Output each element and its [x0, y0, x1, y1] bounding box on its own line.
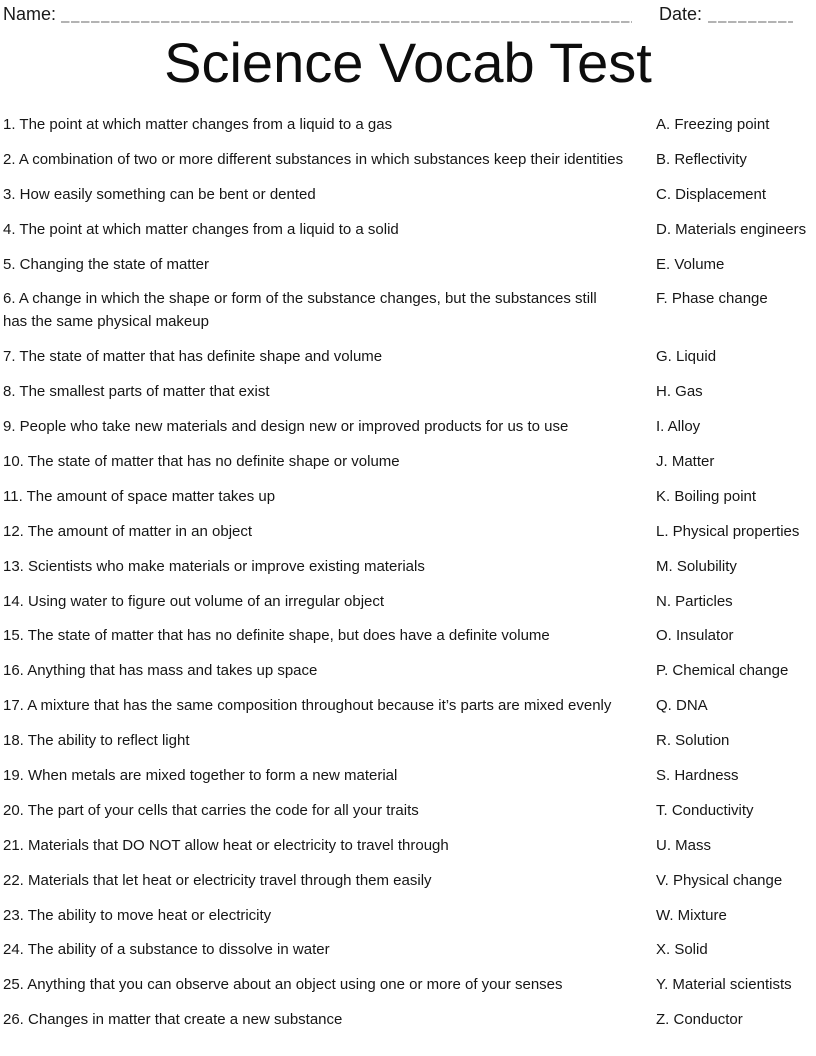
answer-text: D. Materials engineers [656, 220, 807, 238]
question-row [3, 834, 816, 857]
answer-text: E. Volume [656, 255, 725, 273]
answer-text: J. Matter [656, 453, 715, 471]
question-row [3, 1008, 816, 1031]
answer-text: A. Freezing point [656, 116, 770, 133]
question-row [3, 555, 816, 578]
question-text: 20. The part of your cells that carries the code for all your traits [3, 801, 419, 819]
question-text: 7. The state of matter that has definite shape and volume [3, 348, 383, 366]
question-text: 10. The state of matter that has no definite shape or volume [3, 453, 400, 471]
question-text: 19. When metals are mixed together to form a new material [3, 767, 398, 785]
question-text: 18. The ability to reflect light [3, 732, 190, 750]
question-row [3, 973, 816, 996]
answer-text: Y. Material scientists [656, 976, 792, 994]
question-text: 8. The smallest parts of matter that exist [3, 383, 270, 401]
question-text: 23. The ability to move heat or electricity [3, 906, 272, 924]
answer-text: V. Physical change [656, 871, 783, 889]
question-row [3, 520, 816, 543]
question-row [3, 485, 816, 508]
question-text: 6. A change in which the shape or form of the substance changes, but the substances still has the same physical makeup [3, 290, 597, 331]
answer-text: S. Hardness [656, 767, 739, 785]
question-text: 1. The point at which matter changes from a liquid to a gas [3, 116, 393, 133]
question-row [3, 415, 816, 438]
answer-text: R. Solution [656, 732, 730, 750]
question-row [3, 450, 816, 473]
question-row [3, 287, 816, 333]
answer-text: I. Alloy [656, 418, 701, 436]
question-list [0, 113, 816, 1031]
date-blank-line [708, 21, 793, 23]
question-row [3, 938, 816, 961]
question-text: 5. Changing the state of matter [3, 255, 209, 273]
question-text: 17. A mixture that has the same composition throughout because it’s parts are mixed evenly [3, 697, 612, 715]
answer-text: N. Particles [656, 592, 733, 610]
answer-text: B. Reflectivity [656, 150, 747, 168]
name-blank-line [61, 21, 632, 23]
page-title: Science Vocab Test [164, 31, 652, 94]
question-row [3, 113, 816, 136]
question-text: 2. A combination of two or more different substances in which substances keep their identities [3, 150, 624, 168]
question-row [3, 253, 816, 276]
question-row [3, 764, 816, 787]
answer-text: Z. Conductor [656, 1011, 743, 1029]
question-row [3, 694, 816, 717]
question-text: 15. The state of matter that has no definite shape, but does have a definite volume [3, 627, 550, 645]
answer-text: X. Solid [656, 941, 708, 959]
question-text: 25. Anything that you can observe about an object using one or more of your senses [3, 976, 563, 994]
question-text: 21. Materials that DO NOT allow heat or electricity to travel through [3, 836, 449, 854]
answer-text: T. Conductivity [656, 801, 754, 819]
question-text: 22. Materials that let heat or electricity travel through them easily [3, 871, 432, 889]
question-text: 13. Scientists who make materials or improve existing materials [3, 557, 425, 575]
answer-text: F. Phase change [656, 290, 768, 308]
question-row [3, 590, 816, 613]
question-row [3, 380, 816, 403]
question-row [3, 869, 816, 892]
question-text: 11. The amount of space matter takes up [3, 487, 276, 505]
answer-text: U. Mass [656, 836, 712, 854]
question-row [3, 904, 816, 927]
question-row [3, 345, 816, 368]
answer-text: P. Chemical change [656, 662, 789, 680]
answer-text: L. Physical properties [656, 522, 800, 540]
answer-text: O. Insulator [656, 627, 734, 645]
question-row [3, 183, 816, 206]
question-row [3, 729, 816, 752]
answer-text: C. Displacement [656, 185, 767, 203]
question-row [3, 659, 816, 682]
question-text: 3. How easily something can be bent or dented [3, 185, 316, 203]
question-text: 4. The point at which matter changes from a liquid to a solid [3, 220, 399, 238]
question-text: 14. Using water to figure out volume of an irregular object [3, 592, 385, 610]
name-label: Name: [3, 4, 57, 24]
answer-text: G. Liquid [656, 348, 717, 366]
answer-text: W. Mixture [656, 906, 727, 924]
answer-text: K. Boiling point [656, 487, 757, 505]
question-row [3, 624, 816, 647]
question-row [3, 799, 816, 822]
header [0, 0, 816, 25]
answer-text: H. Gas [656, 383, 703, 401]
question-text: 12. The amount of matter in an object [3, 522, 253, 540]
question-text: 16. Anything that has mass and takes up space [3, 662, 318, 680]
question-text: 24. The ability of a substance to dissolve in water [3, 941, 330, 959]
answer-text: M. Solubility [656, 557, 737, 575]
question-row [3, 218, 816, 241]
date-label: Date: [659, 4, 703, 24]
question-text: 9. People who take new materials and design new or improved products for us to use [3, 418, 569, 436]
question-row [3, 148, 816, 171]
answer-text: Q. DNA [656, 697, 708, 715]
question-text: 26. Changes in matter that create a new substance [3, 1011, 343, 1029]
